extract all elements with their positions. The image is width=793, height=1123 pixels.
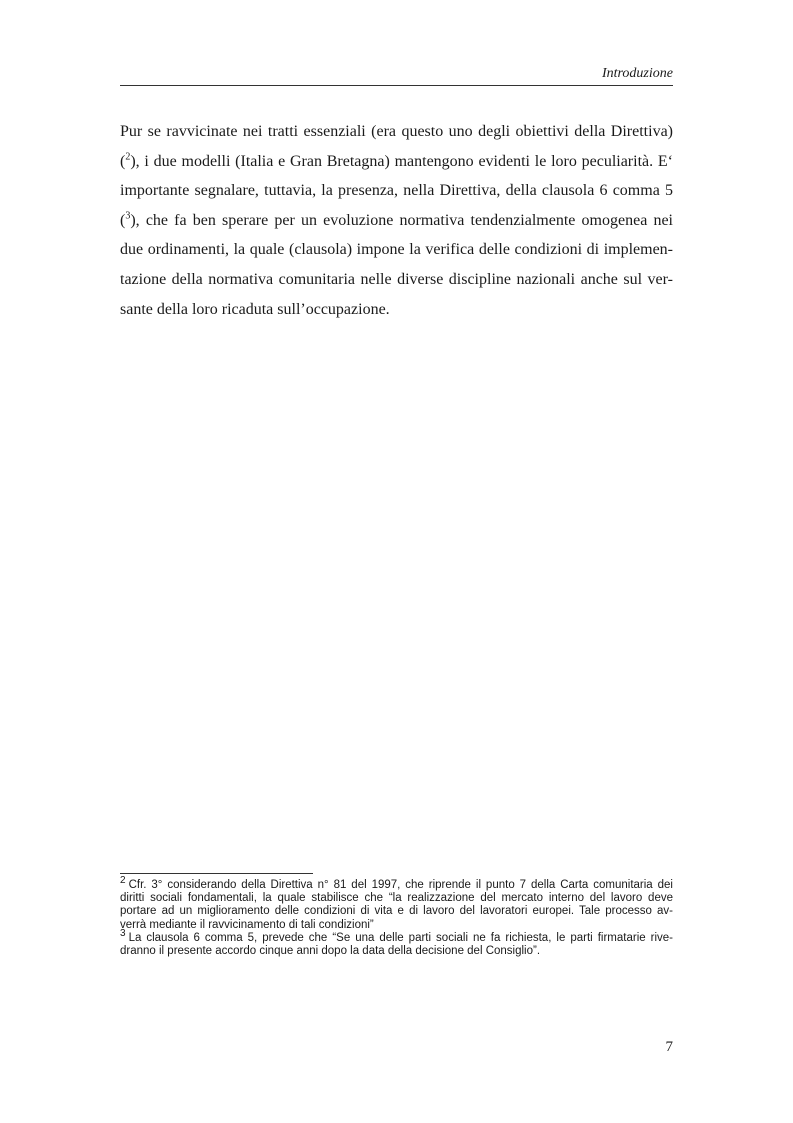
body-line-4-text: ), che fa ben sperare per un evoluzione normativa tendenzialmente omogenea nei xyxy=(130,211,673,229)
footnote-2-line-4: verrà mediante il ravvicinamento di tali condizioni” xyxy=(120,918,374,931)
body-line-5: due ordinamenti, la quale (clausola) impone la verifica delle condizioni di implemen- xyxy=(120,241,673,259)
footnote-3-line-1-text: La clausola 6 comma 5, prevede che “Se una delle parti sociali ne fa richiesta, le parti firmatarie rive- xyxy=(128,931,673,944)
footnote-2-line-1 xyxy=(120,875,673,892)
body-paragraph xyxy=(120,117,673,324)
open-paren: ( xyxy=(120,152,126,170)
body-line-2-text: ), i due modelli (Italia e Gran Bretagna) mantengono evidenti le loro peculiarità. E‘ xyxy=(130,152,673,170)
body-line-4 xyxy=(120,206,673,236)
footnote-3 xyxy=(120,927,673,958)
body-line-3: importante segnalare, tuttavia, la presenza, nella Direttiva, della clausola 6 comma 5 xyxy=(120,182,673,200)
footnote-ref-3: 3 xyxy=(125,210,131,222)
running-header: Introduzione xyxy=(601,66,673,81)
footnote-2-line-3: portare ad un miglioramento delle condizioni di vita e di lavoro del lavoratori europei. Tale processo av- xyxy=(120,905,673,918)
footnote-3-line-2: dranno il presente accordo cinque anni dopo la data della decisione del Consiglio”. xyxy=(120,945,541,958)
footnote-marker: 3 xyxy=(120,927,126,939)
body-line-2 xyxy=(120,147,673,177)
footnotes xyxy=(120,875,673,958)
footnote-ref-2: 2 xyxy=(125,151,131,163)
body-line-1: Pur se ravvicinate nei tratti essenziali (era questo uno degli obiettivi della Direttiva) xyxy=(120,123,673,140)
header-rule xyxy=(120,85,673,86)
footnote-marker: 2 xyxy=(120,875,126,887)
open-paren: ( xyxy=(120,211,126,229)
footnote-2-line-1-text: Cfr. 3° considerando della Direttiva n° 81 del 1997, che riprende il punto 7 della Carta comunitaria dei xyxy=(128,879,673,891)
footnote-rule xyxy=(120,873,313,874)
footnote-3-line-1 xyxy=(120,927,673,945)
page-number: 7 xyxy=(665,1039,673,1055)
body-line-6: tazione della normativa comunitaria nelle diverse discipline nazionali anche sul ver- xyxy=(120,270,673,288)
footnote-2 xyxy=(120,875,673,932)
body-line-7: sante della loro ricaduta sull’occupazione. xyxy=(120,300,390,318)
footnote-2-line-2: diritti sociali fondamentali, la quale stabilisce che “la realizzazione del mercato interno del lavoro deve xyxy=(120,892,673,905)
